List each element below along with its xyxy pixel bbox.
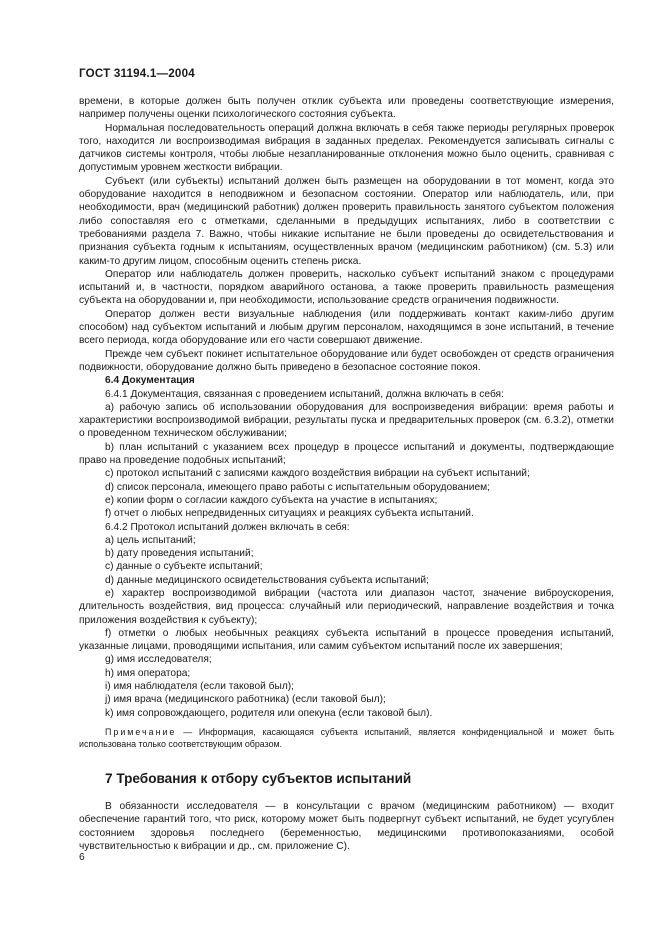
list-item: е) характер воспроизводимой вибрации (частота или диапазон частот, значение виброускорения, длительность воздействия, вид процесса: случайный или периодический, направление воздействия и точка приложения воздействия к субъекту); bbox=[79, 587, 614, 626]
body-text bbox=[79, 95, 614, 853]
list-item: е) копии форм о согласии каждого субъекта на участие в испытаниях; bbox=[105, 494, 438, 506]
list-item: d) список персонала, имеющего право работы с испытательным оборудованием; bbox=[105, 481, 490, 493]
note bbox=[79, 726, 614, 750]
list-item: а) цель испытаний; bbox=[105, 534, 196, 546]
list-item: g) имя исследователя; bbox=[105, 654, 212, 666]
list-item: c) данные о субъекте испытаний; bbox=[105, 561, 263, 573]
list-item: j) имя врача (медицинского работника) (если таковой был); bbox=[105, 694, 386, 706]
list-item: b) дату проведения испытаний; bbox=[105, 548, 254, 560]
paragraph-continuation: времени, в которые должен быть получен отклик субъекта или проведены соответствующие измерения, например получены оценки психологического состояния субъекта. bbox=[79, 96, 614, 121]
list-item: h) имя оператора; bbox=[105, 667, 191, 679]
list-item: k) имя сопровождающего, родителя или опекуна (если таковой был). bbox=[105, 707, 433, 719]
section-paragraph: В обязанности исследователя — в консультации с врачом (медицинским работником) — входит обеспечение гарантий того, что риск, которому может быть подвергнут субъект испытаний, не будет усугублен состоянием здоровья последнего (беременностью, медицинскими противопоказаниями, особой чувствительностью к вибрации и др., см. приложение С). bbox=[79, 800, 614, 852]
clause-641: 6.4.1 Документация, связанная с проведением испытаний, должна включать в себя: bbox=[105, 388, 504, 400]
paragraph-placement: Субъект (или субъекты) испытаний должен быть размещен на оборудовании в тот момент, когда это оборудование находится в неподвижном и безопасном состоянии. Оператор или наблюдатель, или, при необходимости, врач (медицинский работник) должен проверить правильность занятого субъектом положения либо сопоставляя его с отметками, сделанными в предыдущих испытаниях, либо в соответствии с требованиями раздела 7. Важно, чтобы никакие испытание не были проведены до освидетельствования и признания субъекта годным к испытаниям, осуществленных врачом (медицинским работником) (см. 5.3) или каким-то другим лицом, способным оценить степень риска. bbox=[79, 175, 614, 267]
list-item: а) рабочую запись об использовании оборудования для воспроизведения вибрации: время работы и характеристики воспроизводимой вибрации, результаты пуска и предварительных проверок (см. 6.3.2), отметки о проведенном техническом обслуживании; bbox=[79, 401, 614, 440]
subsection-title: 6.4 Документация bbox=[105, 375, 195, 387]
section-title: 7 Требования к отбору субъектов испытаний bbox=[105, 770, 412, 786]
note-text: — Информация, касающаяся субъекта испытаний, является конфиденциальной и может быть использована только соответствующим образом. bbox=[79, 726, 614, 749]
standard-header: ГОСТ 31194.1—2004 bbox=[79, 67, 195, 80]
list-item: i) имя наблюдателя (если таковой был); bbox=[105, 681, 294, 693]
page-number: 6 bbox=[79, 852, 85, 863]
clause-642: 6.4.2 Протокол испытаний должен включать в себя: bbox=[105, 521, 350, 533]
paragraph-operator-check: Оператор или наблюдатель должен проверить, насколько субъект испытаний знаком с процедурами испытаний и, в частности, порядком аварийного останова, а также проверить правильность размещения субъекта на оборудовании и, при необходимости, использование средств ограничения подвижности. bbox=[79, 268, 614, 307]
note-label: Примечание bbox=[105, 726, 177, 737]
list-item: f) отчет о любых непредвиденных ситуациях и реакциях субъекта испытаний. bbox=[105, 508, 474, 520]
paragraph-visual-observation: Оператор должен вести визуальные наблюдения (или поддерживать контакт каким-либо другим способом) над субъектом испытаний и любым другим персоналом, находящимся в зоне испытаний, в течение всего периода, когда оборудование или его части совершают движение. bbox=[79, 308, 614, 347]
list-item: b) план испытаний с указанием всех процедур в процессе испытаний и документы, подтверждающие право на проведение подобных испытаний; bbox=[79, 441, 614, 467]
paragraph-safe-state: Прежде чем субъект покинет испытательное оборудование или будет освобожден от средств ограничения подвижности, оборудование должно быть приведено в безопасное состояние покоя. bbox=[79, 348, 614, 373]
list-item: c) протокол испытаний с записями каждого воздействия вибрации на субъект испытаний; bbox=[105, 468, 530, 480]
paragraph-sequence: Нормальная последовательность операций должна включать в себя также периоды регулярных проверок того, находится ли воспроизводимая вибрация в заданных пределах. Рекомендуется записывать сигналы с датчиков системы контроля, чтобы любые незапланированные отклонения можно было оценить, сравнивая с допустимым уровнем жесткости вибрации. bbox=[79, 122, 614, 174]
list-item: f) отметки о любых необычных реакциях субъекта испытаний в процессе проведения испытаний, указанные лицами, проводящими испытания, или самим субъектом испытаний после их завершения; bbox=[79, 627, 614, 653]
list-item: d) данные медицинского освидетельствования субъекта испытаний; bbox=[105, 574, 429, 586]
